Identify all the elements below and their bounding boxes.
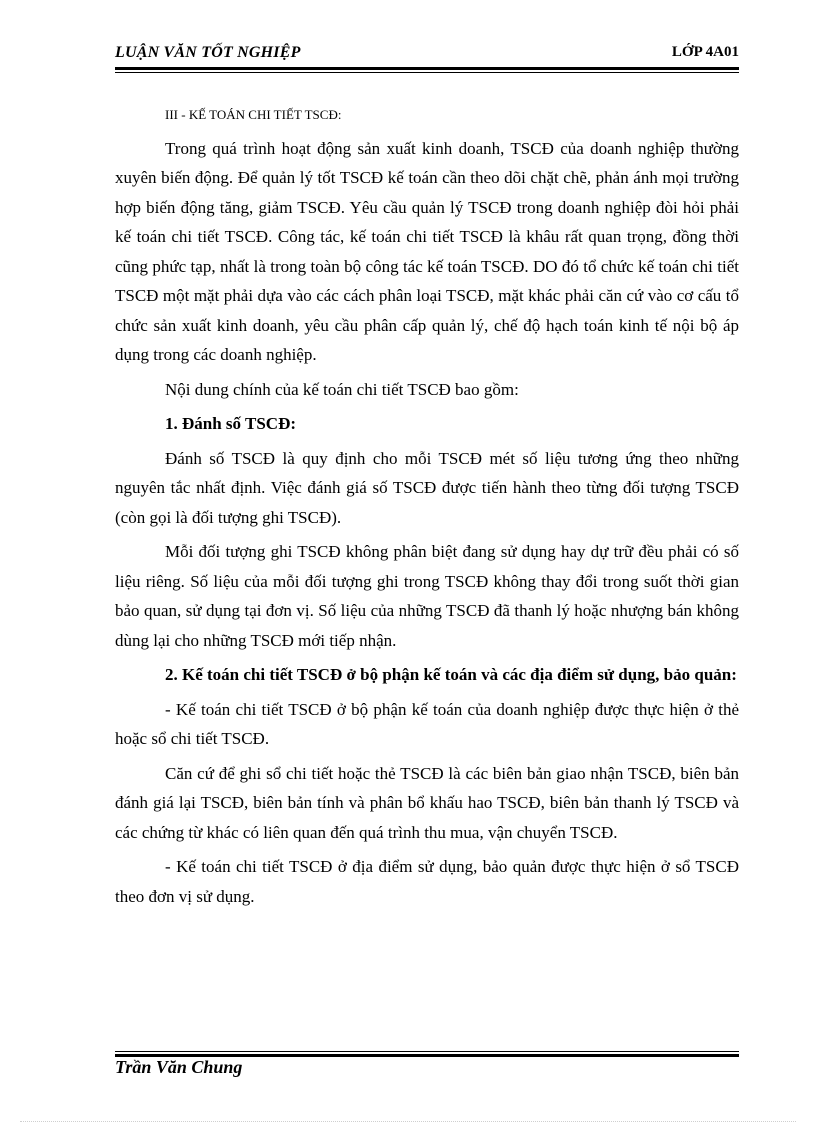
paragraph-numbering-rules: Mỗi đối tượng ghi TSCĐ không phân biệt đang sử dụng hay dự trữ đều phải có số liệu riêng. Số liệu của mỗi đối tượng ghi trong TSCĐ không thay đổi trong suốt thời gian bảo quan, sử dụng tại đơn vị. Số liệu của những TSCĐ đã thanh lý hoặc nhượng bán không dùng lại cho những TSCĐ mới tiếp nhận. bbox=[115, 542, 739, 650]
header-thesis-title: LUẬN VĂN TỐT NGHIỆP bbox=[115, 44, 301, 61]
footer-rule-thin bbox=[115, 1051, 739, 1052]
header-rule-thick bbox=[115, 67, 739, 70]
section-title: III - KẾ TOÁN CHI TIẾT TSCĐ: bbox=[165, 107, 342, 122]
footer-author: Trần Văn Chung bbox=[115, 1057, 243, 1077]
page-header bbox=[115, 44, 739, 66]
paragraph-content-overview: Nội dung chính của kế toán chi tiết TSCĐ bao gồm: bbox=[165, 379, 519, 399]
paragraph-numbering-definition: Đánh số TSCĐ là quy định cho mỗi TSCĐ mét số liệu tương ứng theo những nguyên tắc nhất định. Việc đánh giá số TSCĐ được tiến hành theo từng đối tượng TSCĐ (còn gọi là đối tượng ghi TSCĐ). bbox=[115, 448, 739, 527]
header-class-code: LỚP 4A01 bbox=[671, 44, 739, 60]
paragraph-source-documents: Căn cứ để ghi sổ chi tiết hoặc thẻ TSCĐ là các biên bản giao nhận TSCĐ, biên bản đánh giá lại TSCĐ, biên bản tính và phân bổ khấu hao TSCĐ, biên bản thanh lý TSCĐ và các chứng từ khác có liên quan đến quá trình thu mua, vận chuyển TSCĐ. bbox=[115, 763, 739, 842]
header-rule-thin bbox=[115, 72, 739, 73]
paragraph-usage-location: - Kế toán chi tiết TSCĐ ở địa điểm sử dụng, bảo quản được thực hiện ở sổ TSCĐ theo đơn vị sử dụng. bbox=[115, 857, 739, 906]
page-edge-divider bbox=[20, 1121, 796, 1122]
page-body bbox=[115, 100, 739, 916]
paragraph-accounting-dept: - Kế toán chi tiết TSCĐ ở bộ phận kế toán của doanh nghiệp được thực hiện ở thẻ hoặc sổ chi tiết TSCĐ. bbox=[115, 699, 739, 748]
paragraph-intro: Trong quá trình hoạt động sản xuất kinh doanh, TSCĐ của doanh nghiệp thường xuyên biến động. Để quản lý tốt TSCĐ kế toán cần theo dõi chặt chẽ, phản ánh mọi trường hợp biến động tăng, giảm TSCĐ. Yêu cầu quản lý TSCĐ trong doanh nghiệp đòi hỏi phải kế toán chi tiết TSCĐ. Công tác, kế toán chi tiết TSCĐ là khâu rất quan trọng, đồng thời cũng phức tạp, nhất là trong toàn bộ công tác kế toán TSCĐ. DO đó tổ chức kế toán chi tiết TSCĐ một mặt phải dựa vào các cách phân loại TSCĐ, mặt khác phải căn cứ vào cơ cấu tổ chức sản xuất kinh doanh, yêu cầu phân cấp quản lý, chế độ hạch toán kinh tế nội bộ áp dụng trong các doanh nghiệp. bbox=[115, 138, 739, 364]
heading-numbering: 1. Đánh số TSCĐ: bbox=[165, 414, 297, 433]
heading-detail-accounting: 2. Kế toán chi tiết TSCĐ ở bộ phận kế toán và các địa điểm sử dụng, bảo quản: bbox=[165, 665, 737, 684]
